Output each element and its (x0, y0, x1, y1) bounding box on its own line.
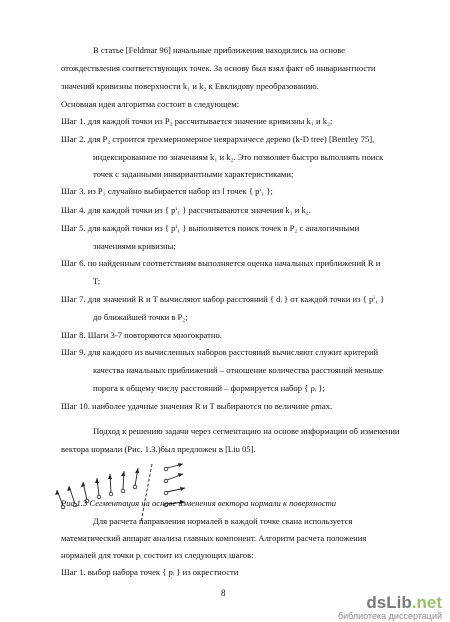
text-line: значениями кривизны; (93, 241, 176, 251)
text-line: порога к общему числу расстояний – формируется набор { ρᵢ }; (93, 383, 325, 393)
watermark-brand: dsLib.net (366, 593, 442, 612)
step-3: Шаг 3. из P₁ случайно выбирается набор из l точек { pⁱ₁ }; (61, 186, 273, 196)
step-4: Шаг 4. для каждой точки из { pⁱ₁ } рассчитываются значения k₁ и k₂. (61, 205, 311, 215)
text-line: Подход к решению задачи через сегментацию на основе информации об изменении (93, 426, 400, 436)
watermark-logo (332, 594, 442, 622)
text-line: нормалей для точки pᵢ состоит из следующих шагов: (61, 550, 254, 560)
text-line: точек с заданными инвариантными характеристиками; (93, 169, 294, 179)
step-5: Шаг 5. для каждой точки из { pⁱ₁ } выполняется поиск точек в P₂ с аналогичными (61, 223, 360, 233)
text-line: вектора нормали (Рис. 1.3.)был предложен в [Liu 05]. (61, 444, 256, 454)
text-line: отождествления соответствующих точек. За основу был взял факт об инвариантности (61, 63, 376, 73)
text-line: качества начальных приближений – отношение количества расстояний меньше (93, 365, 383, 375)
step-10: Шаг 10. наиболее удачные значения R и T выбираются по величине ρmax. (61, 401, 333, 411)
watermark-subtitle: библиотека диссертаций (337, 611, 442, 621)
step-2: Шаг 2. для P₂ строится трехмерномерное неярархичесе дерево (k-D tree) [Bentley 75], (61, 134, 375, 144)
text-line: до ближайшей точки в P₂; (93, 312, 188, 322)
figure-caption: Рис.1.3 Сегментация на основе изменения вектора нормали к поверхности (61, 498, 337, 508)
step-1-normals: Шаг 1. выбор набора точек { pᵢ } из окрестности (61, 567, 239, 577)
step-7: Шаг 7. для значений R и T вычисляют набор расстояний { dᵢ } от каждой точки из { pⁱ₁ } (61, 294, 385, 304)
step-1: Шаг 1. для каждой точки из P₂ рассчитывается значение кривизны k₁ и k₂; (61, 116, 333, 126)
text-line: индексированное по значениям k₁ и k₂. Это позволяет быстро выполнять поиск (93, 152, 384, 162)
page-number: 8 (221, 588, 226, 598)
text-line: Для расчета направления нормалей в каждой точке скана используется (93, 516, 353, 526)
step-6: Шаг 6. по найденным соответствиям выполняется оценка начальных приближений R и (61, 258, 381, 268)
step-9: Шаг 9. для каждого из вычисленных наборов расстояний вычисляют служит критерий (61, 347, 379, 357)
text-line: Основная идея алгоритма состоит в следующем: (61, 99, 240, 109)
text-line: значений кривизны поверхности k₁ и k₂ к Евклидову преобразованию. (61, 81, 319, 91)
text-line: математический аппарат анализа главных компонент. Алгоритм расчета положения (61, 533, 367, 543)
text-line: T; (93, 276, 101, 286)
step-8: Шаг 8. Шаги 3-7 повторяются многократно. (61, 330, 222, 340)
text-line: В статье [Feldmar 96] начальные приближения находились на основе (93, 45, 346, 55)
